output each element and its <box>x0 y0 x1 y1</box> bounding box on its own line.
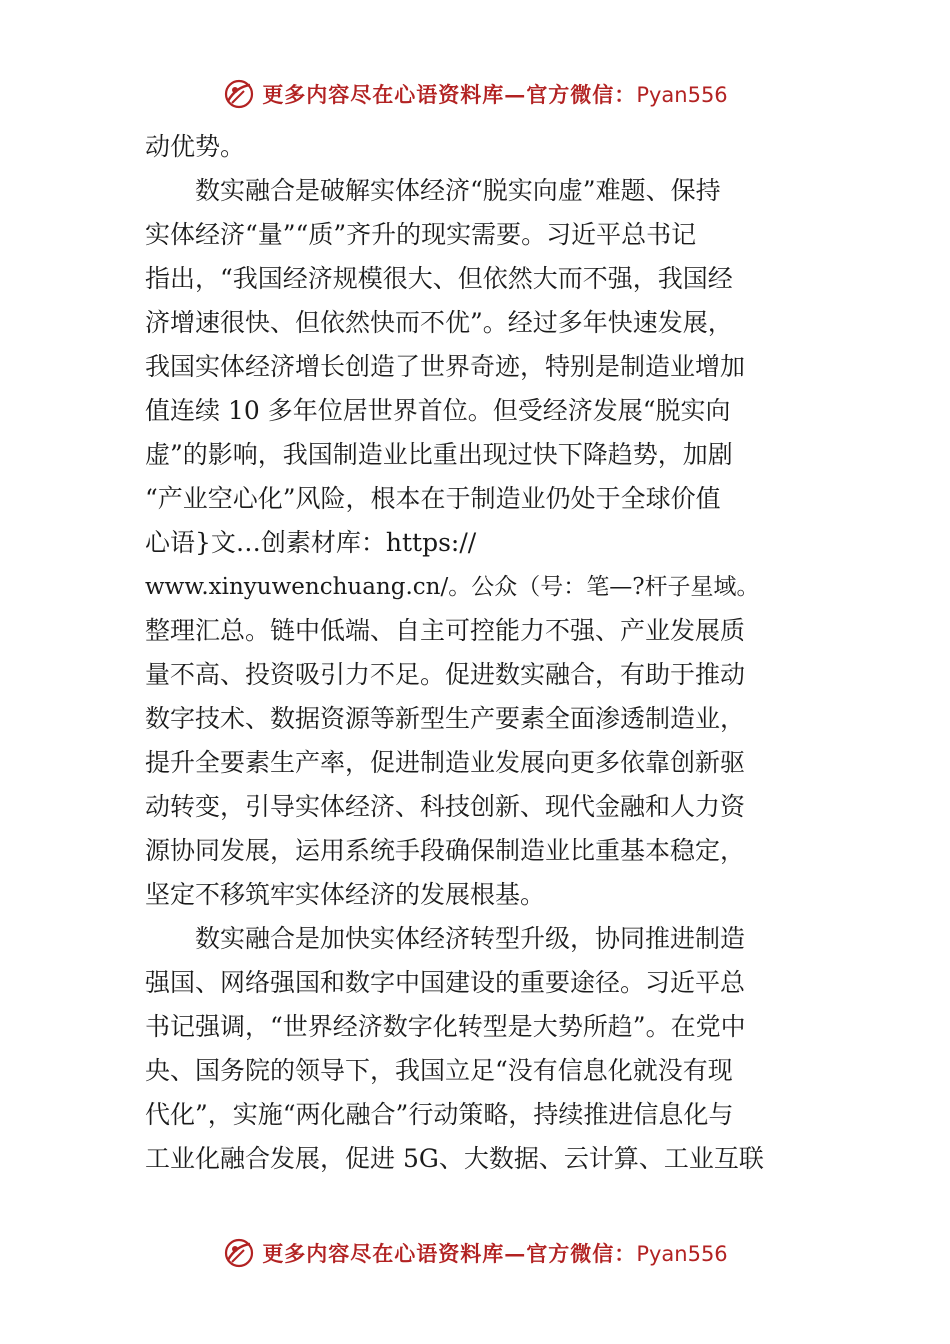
text-line: 源协同发展，运用系统手段确保制造业比重基本稳定， <box>145 836 746 865</box>
text-line: 实体经济“量”“质”齐升的现实需要。习近平总书记 <box>145 220 697 249</box>
footer-banner-wechat-id: Pyan556 <box>636 1242 728 1266</box>
text-line: 值连续 10 多年位居世界首位。但受经济发展“脱实向 <box>145 396 731 425</box>
text-line: 坚定不移筑牢实体经济的发展根基。 <box>145 880 546 909</box>
paragraph-start-line: 数实融合是加快实体经济转型升级，协同推进制造 <box>195 924 746 953</box>
text-line: 指出，“我国经济规模很大、但依然大而不强，我国经 <box>145 264 733 293</box>
header-banner <box>0 74 950 114</box>
brand-logo-icon <box>222 1236 256 1270</box>
text-line: 动优势。 <box>145 132 246 161</box>
text-line: www.xinyuwenchuang.cn/。公众（号：笔—?杆子星域。 <box>145 574 760 600</box>
text-line: 整理汇总。链中低端、自主可控能力不强、产业发展质 <box>145 616 746 645</box>
text-line: 代化”，实施“两化融合”行动策略，持续推进信息化与 <box>145 1100 734 1129</box>
text-line: 心语}文…创素材库：https:// <box>145 528 477 557</box>
text-line: 央、国务院的领导下，我国立足“没有信息化就没有现 <box>145 1056 733 1085</box>
text-line: 提升全要素生产率，促进制造业发展向更多依靠创新驱 <box>145 748 746 777</box>
text-line: 济增速很快、但依然快而不优”。经过多年快速发展， <box>145 308 733 337</box>
footer-banner-wechat-label: 官方微信： <box>526 1241 637 1266</box>
text-line: 强国、网络强国和数字中国建设的重要途径。习近平总 <box>145 968 746 997</box>
document-body <box>145 125 805 1181</box>
text-line: “产业空心化”风险，根本在于制造业仍处于全球价值 <box>145 484 721 513</box>
brand-logo-icon <box>222 77 256 111</box>
footer-banner <box>0 1233 950 1273</box>
text-line: 动转变，引导实体经济、科技创新、现代金融和人力资 <box>145 792 746 821</box>
footer-banner-main: 更多内容尽在心语资料库— <box>262 1241 527 1266</box>
header-banner-wechat-id: Pyan556 <box>636 83 728 107</box>
text-line: 数字技术、数据资源等新型生产要素全面渗透制造业， <box>145 704 746 733</box>
text-line: 量不高、投资吸引力不足。促进数实融合，有助于推动 <box>145 660 746 689</box>
text-line: 虚”的影响，我国制造业比重出现过快下降趋势，加剧 <box>145 440 733 469</box>
paragraph-start-line: 数实融合是破解实体经济“脱实向虚”难题、保持 <box>195 176 721 205</box>
text-line: 我国实体经济增长创造了世界奇迹，特别是制造业增加 <box>145 352 746 381</box>
header-banner-text <box>262 79 727 109</box>
text-line: 工业化融合发展，促进 5G、大数据、云计算、工业互联 <box>145 1144 764 1173</box>
text-line: 书记强调，“世界经济数字化转型是大势所趋”。在党中 <box>145 1012 746 1041</box>
header-banner-wechat-label: 官方微信： <box>526 82 637 107</box>
footer-banner-text <box>262 1238 727 1268</box>
header-banner-main: 更多内容尽在心语资料库— <box>262 82 527 107</box>
